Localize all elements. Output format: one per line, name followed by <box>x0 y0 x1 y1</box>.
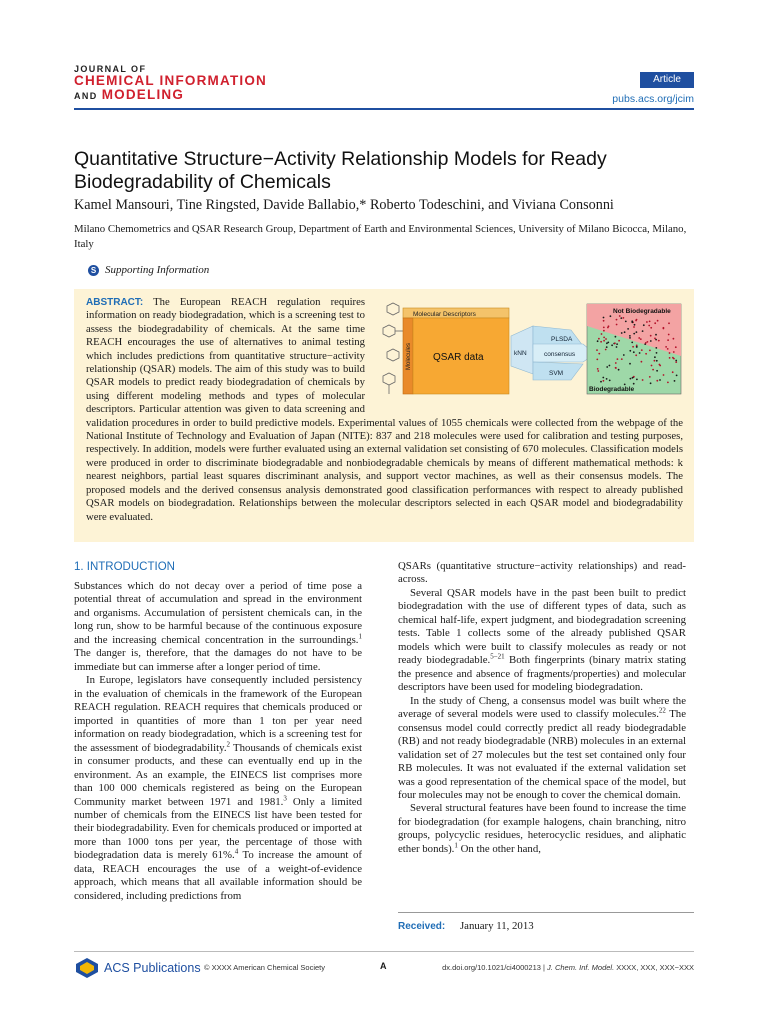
scatter-dot <box>606 378 608 380</box>
scatter-dot <box>656 370 658 372</box>
scatter-dot <box>616 319 618 321</box>
received-divider <box>398 912 694 913</box>
scatter-dot <box>631 342 633 344</box>
scatter-dot <box>654 356 656 358</box>
descriptor-header-label: Molecular Descriptors <box>413 311 476 318</box>
reference-5-21[interactable]: 5−21 <box>490 652 505 661</box>
scatter-dot <box>659 379 661 381</box>
reference-22[interactable]: 22 <box>658 706 666 715</box>
scatter-dot <box>656 352 658 354</box>
scatter-dot <box>623 317 625 319</box>
scatter-dot <box>617 358 619 360</box>
scatter-dot <box>655 334 657 336</box>
scatter-dot <box>609 365 611 367</box>
scatter-dot <box>640 338 642 340</box>
scatter-dot <box>663 328 665 330</box>
journal-name-line3-small: AND <box>74 91 98 101</box>
acs-hexagon-icon <box>74 957 100 979</box>
intro-paragraph-4: Several QSAR models have in the past been built to predict biodegradation with the use of different types of data, such as chemical half-life, expert judgment, and biodegradation screening tests. Table 1 collects some of the already published QSAR models which were built to classify molecules as ready or not ready biodegradable.$^{5-21}$ Both fingerprints (binary matrix stating the presence and absence of fragments/properties) and molecular descriptors have been used for modeling biodegradation. <box>398 586 686 694</box>
abstract-text: The European REACH regulation requires information on ready biodegradation, which is a screening test to assess the biodegradability of chemicals. At the same time REACH encourages the use of alternatives to animal testing which includes predictions from quantitative structure−activity relationship (QSAR) models. The aim of this study was to build QSAR models to predict ready biodegradation of chemicals by using different modeling methods and types of molecular descriptors. Particular attention was given to data screening and validation procedures in order to build predictive models. Experimental values of 1055 chemicals were collected from the webpage of the National Institute of Technology and Evaluation of Japan (NITE): 837 and 218 molecules were used for calibration and testing purposes, respectively. In addition, models were further evaluated using an external validation set consisting of 670 molecules. Classification models were produced in order to discriminate biodegradable and nonbiodegradable chemicals by means of different mathematical methods: k nearest neighbors, partial least squares discriminant analysis, and support vector machines, as well as their consensus models. The proposed models and the derived consensus analysis demonstrated good classification performances with respect to already published QSAR models on biodegradation. Relationships between the molecular descriptors selected in each QSAR model and biodegradability were evaluated. <box>86 296 683 523</box>
journal-name-line2: CHEMICAL INFORMATION <box>74 73 267 88</box>
journal-url-link[interactable]: pubs.acs.org/jcim <box>612 93 694 105</box>
scatter-dot <box>629 337 631 339</box>
scatter-dot <box>621 332 623 334</box>
scatter-dot <box>632 346 634 348</box>
scatter-dot <box>636 346 638 348</box>
scatter-dot <box>673 351 675 353</box>
toc-graphic <box>373 296 683 404</box>
reference-1[interactable]: 1 <box>358 632 362 641</box>
scatter-dot <box>641 349 643 351</box>
scatter-dot <box>669 357 671 359</box>
abstract-box <box>74 289 694 542</box>
reference-1b[interactable]: 1 <box>454 841 458 850</box>
scatter-dot <box>608 325 610 327</box>
scatter-dot <box>641 361 643 363</box>
scatter-dot <box>600 381 602 383</box>
scatter-dot <box>615 362 617 364</box>
scatter-dot <box>606 346 608 348</box>
scatter-dot <box>654 322 656 324</box>
abstract-label: ABSTRACT: <box>86 297 144 308</box>
scatter-dot <box>633 333 635 335</box>
scatter-dot <box>633 383 635 385</box>
reference-3[interactable]: 3 <box>283 793 287 802</box>
reference-4[interactable]: 4 <box>234 847 239 856</box>
scatter-dot <box>652 369 654 371</box>
scatter-dot <box>614 342 616 344</box>
intro-paragraph-1: Substances which do not decay over a period of time pose a potential threat of accumulation and spread in the environment and organisms. Accumulation of persistent chemicals can, in the long run, show to be harmful because of the continuous exposure and the increasing chemical concentration in the surroundings.$^1$ The danger is, therefore, that the damages do not have to be immediate but can immerse after a longer period of time. <box>74 580 362 673</box>
scatter-dot <box>603 337 605 339</box>
scatter-dot <box>645 353 647 355</box>
scatter-dot <box>649 376 651 378</box>
knn-label: kNN <box>514 350 527 357</box>
molecules-side-label: Molecules <box>406 342 412 370</box>
scatter-dot <box>639 352 641 354</box>
acs-publications-text: ACS Publications <box>104 961 201 975</box>
consensus-label: consensus <box>544 351 576 358</box>
scatter-dot <box>649 350 651 352</box>
scatter-dot <box>636 331 638 333</box>
received-date <box>398 920 534 932</box>
scatter-dot <box>596 359 598 361</box>
scatter-dot <box>635 354 637 356</box>
scatter-dot <box>629 363 631 365</box>
scatter-dot <box>636 379 638 381</box>
scatter-dot <box>648 325 650 327</box>
scatter-dot <box>645 342 647 344</box>
scatter-dot <box>605 338 607 340</box>
intro-paragraph-2: In Europe, legislators have consequently included persistency in the evaluation of chemicals in the framework of the European REACH regulation. REACH requires that chemicals produced or imported in quantities of more than 1 ton per year need information on ready biodegradation, which is a screening test for the assessment of biodegradability.$^2$ Thousands of chemicals exist in consumer products, and these can eventually end up in the environment. As an example, the EINECS list comprises more than 100 000 chemicals registered as being on the European Community market between 1971 and 1981.$^3$ Only a limited number of chemicals from the EINECS list have been tested for their biodegradability. Even for chemicals produced or imported at more than 1000 tons per year, the percentage of those with biodegradation data is merely 61%.$^4$ To increase the amount of data, REACH encourages the use of a weight-of-evidence approach, which means that all available information should be considered, including predictions from <box>74 674 363 902</box>
intro-paragraph-3: QSARs (quantitative structure−activity relationships) and read-across. <box>398 560 686 586</box>
scatter-dot <box>656 380 658 382</box>
qsar-data-label: QSAR data <box>433 352 484 363</box>
scatter-dot <box>603 340 605 342</box>
scatter-dot <box>643 324 645 326</box>
supporting-info-label: Supporting Information <box>105 264 210 276</box>
scatter-dot <box>621 358 623 360</box>
scatter-dot <box>665 346 667 348</box>
scatter-dot <box>654 360 656 362</box>
intro-paragraph-6: Several structural features have been found to increase the time for biodegradation (for example halogens, chain branching, nitro groups, polycyclic residues, heterocyclic residues, and aliphatic ether bonds).$^1$ On the other hand, <box>398 802 686 855</box>
scatter-dot <box>638 337 640 339</box>
journal-name-line3-big: MODELING <box>101 87 185 102</box>
scatter-dot <box>609 380 611 382</box>
scatter-dot <box>606 366 608 368</box>
article-title: Quantitative Structure−Activity Relationship Models for Ready Biodegradability of Chemicals <box>74 148 607 193</box>
scatter-dot <box>676 375 678 377</box>
scatter-dot <box>629 335 631 337</box>
scatter-dot <box>646 321 648 323</box>
scatter-dot <box>650 335 652 337</box>
scatter-dot <box>659 364 661 366</box>
scatter-dot <box>616 346 618 348</box>
doi-citation[interactable]: dx.doi.org/10.1021/ci4000213 | J. Chem. Inf. Model. XXXX, XXX, XXX−XXX <box>442 963 694 972</box>
journal-name-line1: JOURNAL OF <box>74 64 147 74</box>
section-heading-introduction: 1. INTRODUCTION <box>74 561 175 573</box>
right-column <box>398 560 686 856</box>
molecule-sketches <box>383 303 403 394</box>
scatter-dot <box>624 331 626 333</box>
scatter-dot <box>627 328 629 330</box>
scatter-dot <box>629 350 631 352</box>
intro-paragraph-5: In the study of Cheng, a consensus model was built where the average of several models were used to classify molecules.$^{22}$ The consensus model could correctly predict all ready biodegradable (RB) and not ready biodegradable (NRB) molecules in an external validation set of 27 molecules but the test set contained only four RB molecules. It was not evaluated if the external validation set was a good representation of the chemical space of the model, but four molecules may not be enough to cover the chemical domain. <box>398 694 686 801</box>
scatter-dot <box>616 343 618 345</box>
scatter-dot <box>598 353 600 355</box>
scatter-dot <box>603 320 605 322</box>
header-divider <box>74 108 694 110</box>
supporting-info-icon: S <box>88 265 99 276</box>
scatter-dot <box>675 360 677 362</box>
scatter-dot <box>672 357 674 359</box>
scatter-dot <box>610 315 612 317</box>
scatter-dot <box>625 321 627 323</box>
scatter-dot <box>598 338 600 340</box>
scatter-dot <box>634 324 636 326</box>
scatter-dot <box>630 378 632 380</box>
affiliation: Milano Chemometrics and QSAR Research Group, Department of Earth and Environmental Sciences, University of Milano Bicocca, Milano, Italy <box>74 223 687 250</box>
scatter-dot <box>611 344 613 346</box>
article-type-badge: Article <box>640 72 694 88</box>
scatter-dot <box>669 352 671 354</box>
not-biodegradable-label: Not Biodegradable <box>613 308 671 315</box>
copyright-notice: © XXXX American Chemical Society <box>204 963 325 972</box>
scatter-dot <box>631 320 633 322</box>
scatter-dot <box>649 321 651 323</box>
received-label: Received: <box>398 921 446 932</box>
scatter-dot <box>635 320 637 322</box>
scatter-dot <box>596 349 598 351</box>
svm-label: SVM <box>549 370 564 377</box>
scatter-dot <box>615 367 617 369</box>
scatter-dot <box>673 338 675 340</box>
scatter-dot <box>607 342 609 344</box>
page-number: A <box>380 961 387 971</box>
scatter-dot <box>602 377 604 379</box>
scatter-dot <box>605 349 607 351</box>
scatter-dot <box>618 369 620 371</box>
scatter-dot <box>642 379 644 381</box>
scatter-dot <box>650 340 652 342</box>
left-column <box>74 560 362 903</box>
scatter-dot <box>636 345 638 347</box>
scatter-dot <box>674 380 676 382</box>
scatter-dot <box>600 341 602 343</box>
scatter-dot <box>619 315 621 317</box>
footer-divider <box>74 951 694 952</box>
reference-2[interactable]: 2 <box>226 740 231 749</box>
scatter-dot <box>667 339 669 341</box>
scatter-dot <box>654 338 656 340</box>
received-value: January 11, 2013 <box>459 920 534 932</box>
scatter-dot <box>672 371 674 373</box>
plsda-label: PLSDA <box>551 336 573 343</box>
scatter-dot <box>633 326 635 328</box>
scatter-dot <box>603 317 605 319</box>
scatter-dot <box>603 327 605 329</box>
scatter-dot <box>663 374 665 376</box>
scatter-dot <box>618 340 620 342</box>
acs-publications-logo[interactable] <box>74 957 201 979</box>
scatter-dot <box>620 317 622 319</box>
scatter-dot <box>667 382 669 384</box>
scatter-dot <box>668 334 670 336</box>
scatter-dot <box>647 341 649 343</box>
scatter-dot <box>597 370 599 372</box>
scatter-dot <box>657 320 659 322</box>
abstract-body <box>86 296 683 524</box>
scatter-dot <box>668 322 670 324</box>
scatter-dot <box>597 340 599 342</box>
scatter-dot <box>603 330 605 332</box>
scatter-dot <box>667 348 669 350</box>
scatter-dot <box>675 346 677 348</box>
biodegradable-label: Biodegradable <box>589 386 635 393</box>
scatter-dot <box>651 365 653 367</box>
supporting-info-link[interactable] <box>88 264 209 276</box>
scatter-dot <box>597 368 599 370</box>
journal-logo <box>74 64 314 102</box>
scatter-dot <box>656 360 658 362</box>
scatter-dot <box>633 376 635 378</box>
scatter-dot <box>675 361 677 363</box>
scatter-dot <box>623 354 625 356</box>
scatter-dot <box>655 347 657 349</box>
scatter-dot <box>615 336 617 338</box>
scatter-dot <box>642 330 644 332</box>
author-list: Kamel Mansouri, Tine Ringsted, Davide Ballabio,* Roberto Todeschini, and Viviana Consonni <box>74 197 614 213</box>
scatter-dot <box>601 333 603 335</box>
scatter-dot <box>616 324 618 326</box>
scatter-dot <box>650 327 652 329</box>
scatter-dot <box>658 340 660 342</box>
scatter-dot <box>603 380 605 382</box>
scatter-dot <box>650 382 652 384</box>
scatter-dot <box>633 351 635 353</box>
